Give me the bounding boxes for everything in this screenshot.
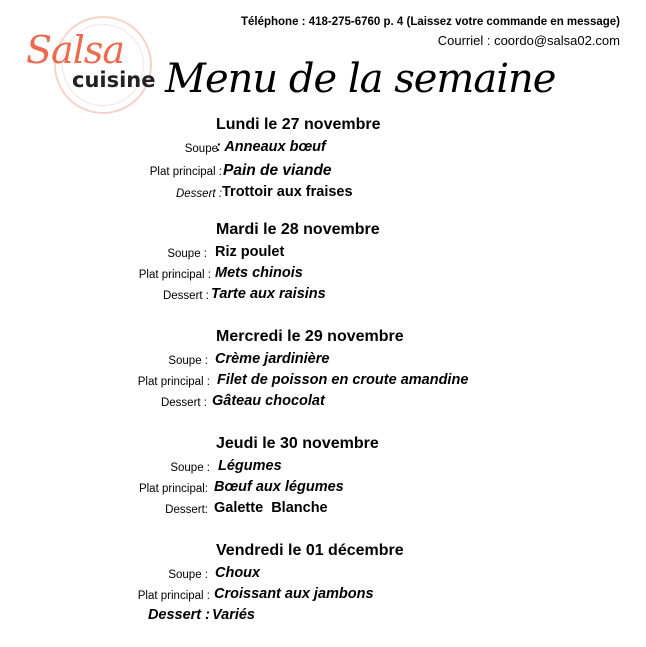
menu-value: Choux — [215, 565, 261, 581]
logo-salsa-text: Salsa — [26, 28, 124, 72]
menu-value: Mets chinois — [215, 265, 303, 281]
menu-label: Soupe — [184, 143, 218, 155]
menu-row-dessert — [0, 498, 646, 518]
menu-value: Filet de poisson en croute amandine — [217, 372, 469, 388]
menu-label: Dessert : — [160, 397, 207, 409]
menu-row-plat — [0, 263, 646, 283]
menu-label: Plat principal : — [149, 166, 222, 178]
menu-value: : Anneaux bœuf — [216, 139, 326, 155]
menu-value: Légumes — [218, 458, 282, 474]
menu-value: Variés — [212, 607, 255, 623]
menu-label: Dessert : — [162, 290, 209, 302]
menu-label: Soupe : — [168, 569, 208, 581]
phone-info: Téléphone : 418-275-6760 p. 4 (Laissez votre commande en message) — [240, 16, 620, 28]
menu-label: Plat principal : — [137, 590, 210, 602]
menu-row-dessert — [0, 182, 646, 202]
menu-value: Crème jardinière — [215, 351, 330, 367]
menu-label: Dessert : — [175, 188, 222, 200]
menu-row-plat — [0, 160, 646, 180]
menu-value: Bœuf aux légumes — [214, 479, 344, 495]
menu-row-dessert — [0, 605, 646, 625]
menu-row-plat — [0, 477, 646, 497]
menu-value: Gâteau chocolat — [212, 393, 325, 409]
menu-label: Dessert: — [165, 504, 208, 516]
menu-row-plat — [0, 584, 646, 604]
menu-label: Soupe : — [167, 248, 207, 260]
email-info: Courriel : coordo@salsa02.com — [437, 33, 620, 48]
menu-label: Plat principal: — [138, 483, 208, 495]
menu-value: Galette Blanche — [214, 500, 328, 516]
menu-row-soupe — [0, 137, 646, 157]
day-title: Lundi le 27 novembre — [216, 116, 381, 133]
menu-row-soupe — [0, 563, 646, 583]
menu-label: Plat principal : — [138, 269, 211, 281]
menu-label: Dessert : — [147, 607, 210, 623]
menu-row-soupe — [0, 456, 646, 476]
day-title: Vendredi le 01 décembre — [216, 542, 404, 559]
menu-value: Trottoir aux fraises — [222, 184, 353, 200]
logo-cuisine-text: cuisine — [72, 68, 156, 92]
menu-value: Croissant aux jambons — [214, 586, 374, 602]
menu-value: Riz poulet — [215, 244, 285, 260]
menu-label: Plat principal : — [137, 376, 210, 388]
menu-label: Soupe : — [168, 355, 208, 367]
day-title: Jeudi le 30 novembre — [216, 435, 379, 452]
menu-row-dessert — [0, 391, 646, 411]
menu-row-plat — [0, 370, 646, 390]
menu-label: Soupe : — [170, 462, 210, 474]
menu-value: Tarte aux raisins — [211, 286, 326, 302]
menu-row-soupe — [0, 349, 646, 369]
menu-value: Pain de viande — [223, 162, 332, 179]
menu-row-soupe — [0, 242, 646, 262]
day-title: Mercredi le 29 novembre — [216, 328, 404, 345]
menu-row-dessert — [0, 284, 646, 304]
salsa-cuisine-logo — [24, 16, 172, 120]
page-title: Menu de la semaine — [165, 56, 556, 102]
day-title: Mardi le 28 novembre — [216, 221, 380, 238]
